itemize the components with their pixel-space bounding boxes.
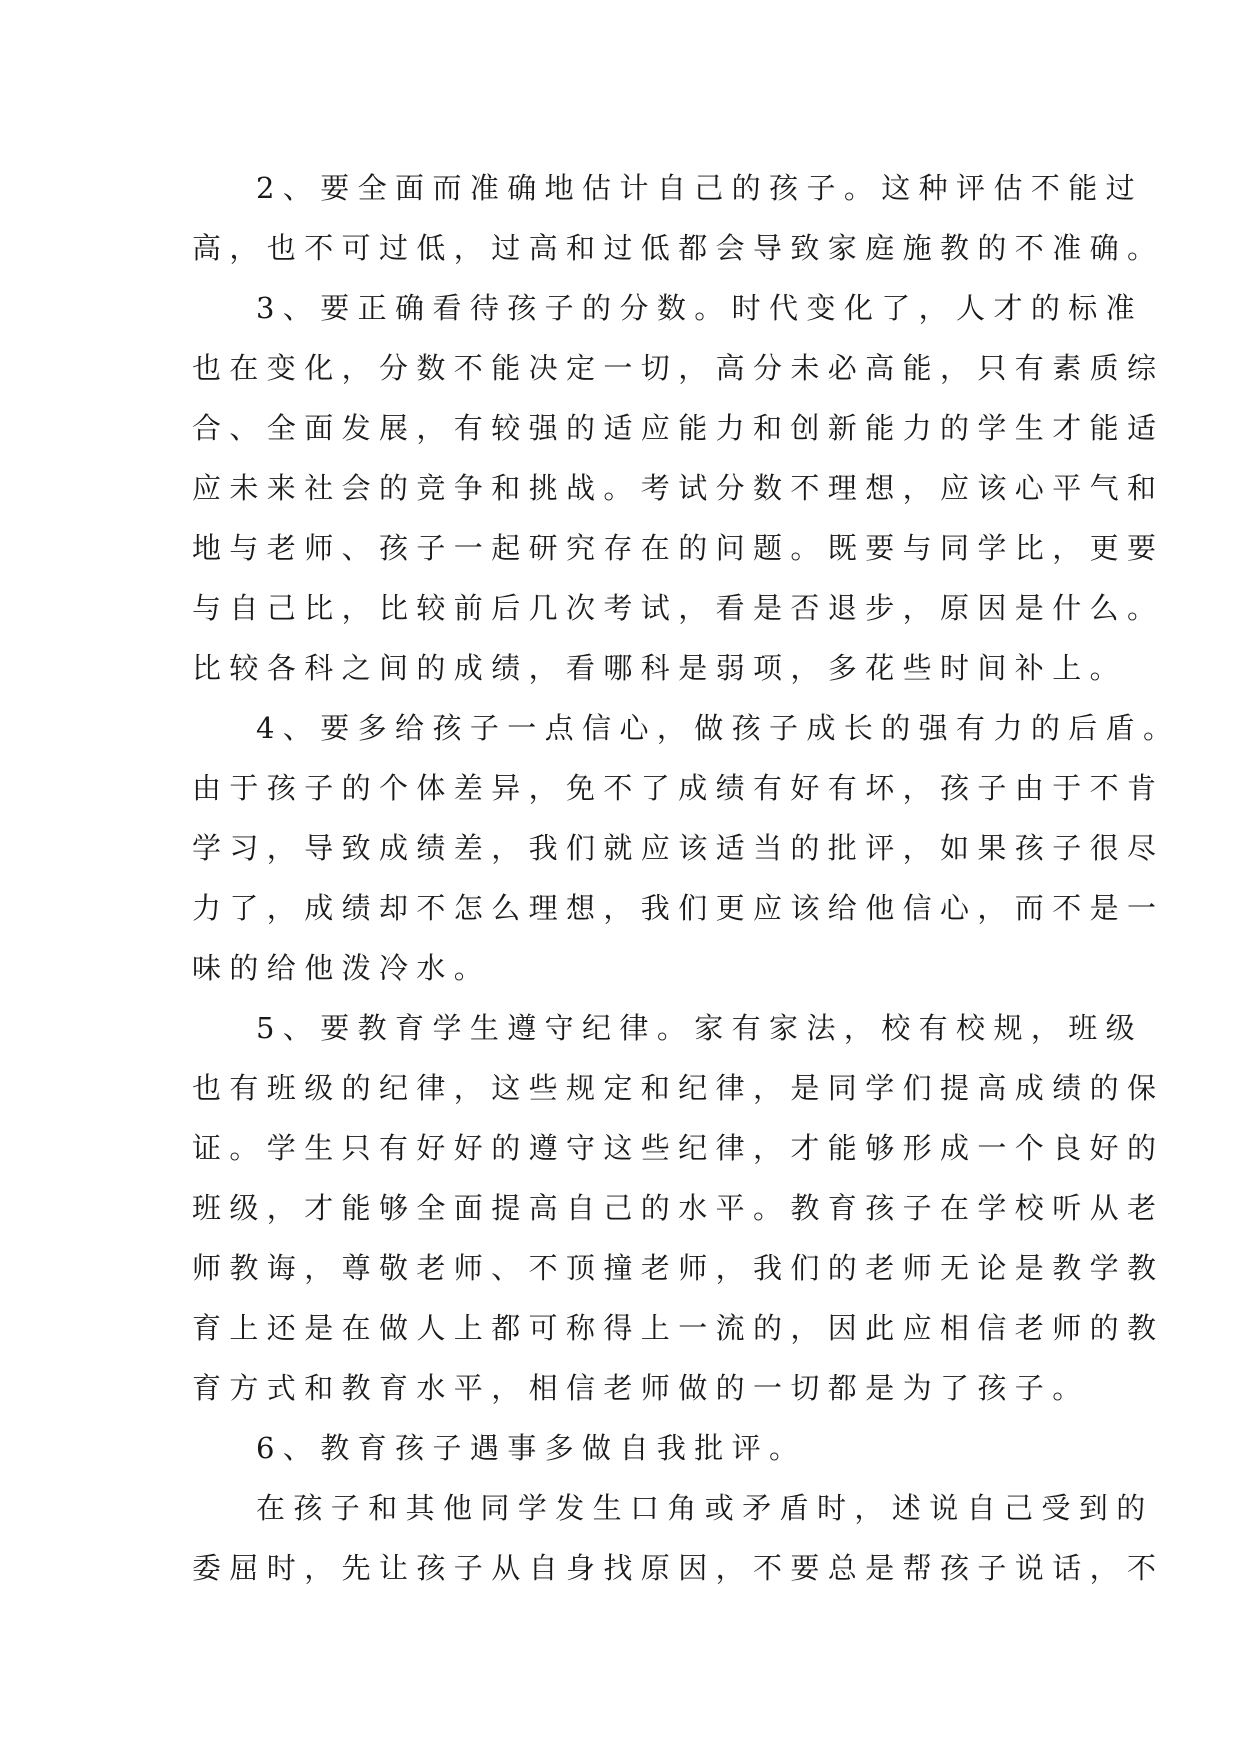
text-line: 4、要多给孩子一点信心，做孩子成长的强有力的后盾。 [256,711,1181,745]
text-line: 3、要正确看待孩子的分数。时代变化了，人才的标准 [256,291,1144,325]
document-body [192,158,1181,1598]
text-line: 育上还是在做人上都可称得上一流的，因此应相信老师的教 [192,1311,1165,1345]
text-line: 由于孩子的个体差异，免不了成绩有好有坏，孩子由于不肯 [192,771,1165,805]
text-line: 5、要教育学生遵守纪律。家有家法，校有校规，班级 [256,1011,1144,1045]
text-line: 与自己比，比较前后几次考试，看是否退步，原因是什么。 [192,591,1165,625]
text-line: 味的给他泼冷水。 [192,951,492,985]
text-line: 力了，成绩却不怎么理想，我们更应该给他信心，而不是一 [192,891,1165,925]
text-line: 证。学生只有好好的遵守这些纪律，才能够形成一个良好的 [192,1131,1165,1165]
text-line: 也在变化，分数不能决定一切，高分未必高能，只有素质综 [192,351,1165,385]
text-line: 委屈时，先让孩子从自身找原因，不要总是帮孩子说话，不 [192,1551,1165,1585]
text-line: 应未来社会的竞争和挑战。考试分数不理想，应该心平气和 [192,471,1165,505]
text-line: 学习，导致成绩差，我们就应该适当的批评，如果孩子很尽 [192,831,1165,865]
text-line: 在孩子和其他同学发生口角或矛盾时，述说自己受到的 [256,1491,1154,1525]
text-line: 高，也不可过低，过高和过低都会导致家庭施教的不准确。 [192,231,1165,265]
text-line: 6、教育孩子遇事多做自我批评。 [256,1431,807,1465]
text-line: 地与老师、孩子一起研究存在的问题。既要与同学比，更要 [192,531,1165,565]
text-line: 师教诲，尊敬老师、不顶撞老师，我们的老师无论是教学教 [192,1251,1165,1285]
text-line: 也有班级的纪律，这些规定和纪律，是同学们提高成绩的保 [192,1071,1165,1105]
text-line: 合、全面发展，有较强的适应能力和创新能力的学生才能适 [192,411,1165,445]
text-line: 比较各科之间的成绩，看哪科是弱项，多花些时间补上。 [192,651,1128,685]
text-line: 班级，才能够全面提高自己的水平。教育孩子在学校听从老 [192,1191,1165,1225]
text-line: 2、要全面而准确地估计自己的孩子。这种评估不能过 [256,171,1144,205]
text-line: 育方式和教育水平，相信老师做的一切都是为了孩子。 [192,1371,1090,1405]
